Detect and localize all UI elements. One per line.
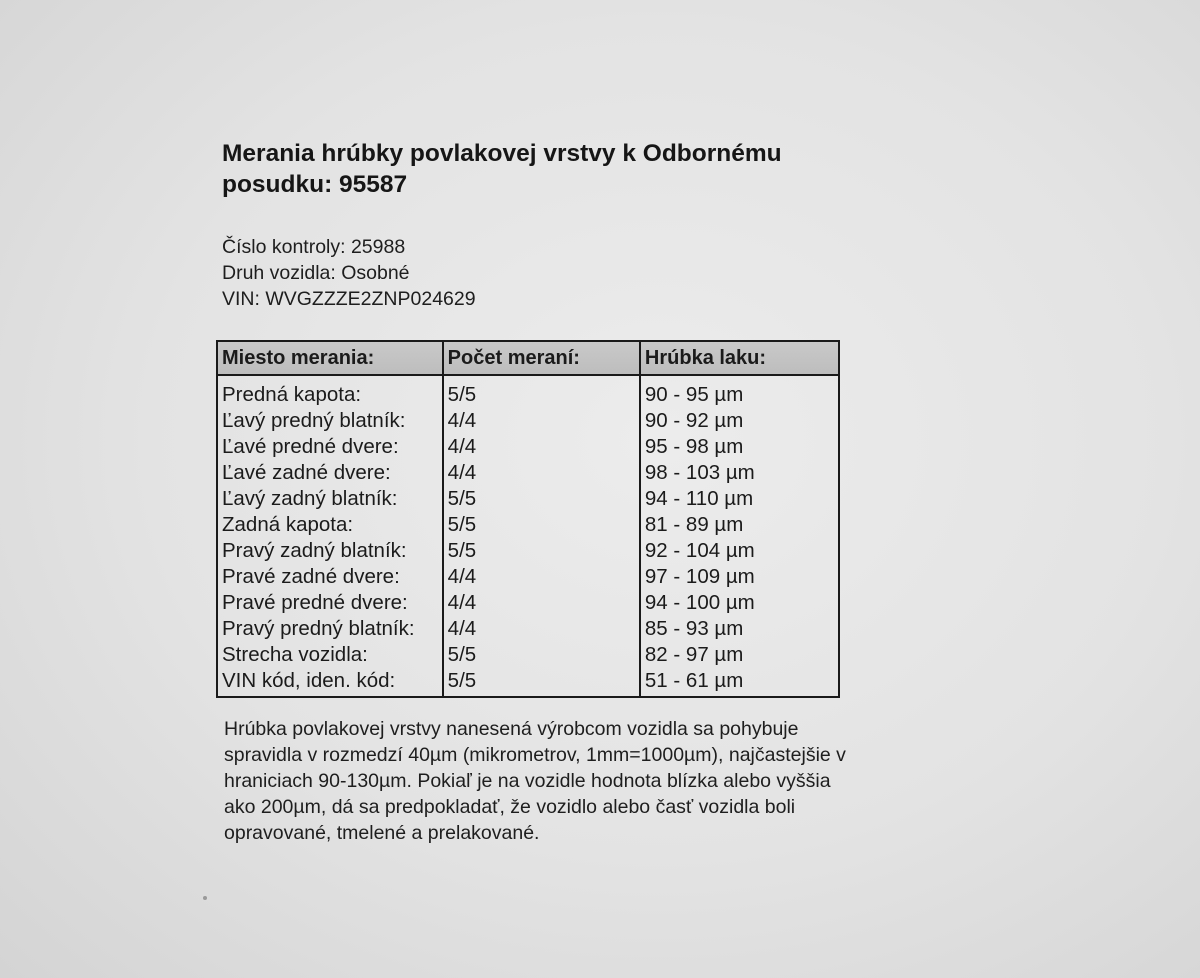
paper-speck xyxy=(203,896,207,900)
vin-number: VIN: WVGZZZE2ZNP024629 xyxy=(222,288,476,310)
cell-thickness: 94 - 100 µm xyxy=(640,590,839,616)
cell-count: 4/4 xyxy=(443,408,640,434)
table-row xyxy=(217,408,839,434)
cell-count: 5/5 xyxy=(443,512,640,538)
cell-thickness: 85 - 93 µm xyxy=(640,616,839,642)
cell-count: 5/5 xyxy=(443,668,640,697)
table-row xyxy=(217,642,839,668)
cell-count: 5/5 xyxy=(443,375,640,408)
cell-count: 5/5 xyxy=(443,642,640,668)
cell-location: Strecha vozidla: xyxy=(222,643,368,666)
cell-count: 5/5 xyxy=(443,538,640,564)
cell-thickness: 90 - 92 µm xyxy=(640,408,839,434)
table-row xyxy=(217,564,839,590)
vehicle-type: Druh vozidla: Osobné xyxy=(222,262,410,284)
vehicle-info xyxy=(222,234,476,312)
table-row xyxy=(217,434,839,460)
table-header-row xyxy=(217,341,839,375)
cell-location: Pravý zadný blatník: xyxy=(222,539,407,562)
cell-location: Predná kapota: xyxy=(222,383,362,406)
cell-thickness: 95 - 98 µm xyxy=(640,434,839,460)
cell-thickness: 82 - 97 µm xyxy=(640,642,839,668)
cell-count: 4/4 xyxy=(443,564,640,590)
cell-count: 5/5 xyxy=(443,486,640,512)
cell-location: Pravý predný blatník: xyxy=(222,617,415,640)
header-thickness: Hrúbka laku: xyxy=(640,341,839,375)
cell-location: Ľavý zadný blatník: xyxy=(222,487,398,510)
cell-thickness: 51 - 61 µm xyxy=(640,668,839,697)
header-location: Miesto merania: xyxy=(217,341,443,375)
cell-location: Ľavé zadné dvere: xyxy=(222,461,391,484)
cell-location: Ľavý predný blatník: xyxy=(222,409,406,432)
cell-thickness: 97 - 109 µm xyxy=(640,564,839,590)
cell-location: Ľavé predné dvere: xyxy=(222,435,399,458)
table-row xyxy=(217,538,839,564)
cell-thickness: 94 - 110 µm xyxy=(640,486,839,512)
cell-count: 4/4 xyxy=(443,434,640,460)
table-row xyxy=(217,590,839,616)
cell-count: 4/4 xyxy=(443,460,640,486)
cell-count: 4/4 xyxy=(443,590,640,616)
table-row xyxy=(217,486,839,512)
table-row xyxy=(217,616,839,642)
measurement-table xyxy=(216,340,840,698)
table-row xyxy=(217,668,839,697)
cell-thickness: 81 - 89 µm xyxy=(640,512,839,538)
table-row xyxy=(217,375,839,408)
table-row xyxy=(217,460,839,486)
control-number: Číslo kontroly: 25988 xyxy=(222,236,406,258)
cell-location: Pravé zadné dvere: xyxy=(222,565,400,588)
cell-location: VIN kód, iden. kód: xyxy=(222,669,396,692)
cell-thickness: 92 - 104 µm xyxy=(640,538,839,564)
cell-location: Zadná kapota: xyxy=(222,513,354,536)
cell-count: 4/4 xyxy=(443,616,640,642)
cell-thickness: 98 - 103 µm xyxy=(640,460,839,486)
explanatory-note: Hrúbka povlakovej vrstvy nanesená výrobcom vozidla sa pohybuje spravidla v rozmedzí 40µm (mikrometrov, 1mm=1000µm), najčastejšie v hraniciach 90-130µm. Pokiaľ je na vozidle hodnota blízka alebo vyššia ako 200µm, dá sa predpokladať, že vozidlo alebo časť vozidla boli opravované, tmelené a prelakované. xyxy=(224,718,846,844)
table-body xyxy=(217,375,839,697)
table-row xyxy=(217,512,839,538)
cell-location: Pravé predné dvere: xyxy=(222,591,408,614)
header-count: Počet meraní: xyxy=(443,341,640,375)
cell-thickness: 90 - 95 µm xyxy=(640,375,839,408)
document-title: Merania hrúbky povlakovej vrstvy k Odbornému posudku: 95587 xyxy=(222,140,782,198)
